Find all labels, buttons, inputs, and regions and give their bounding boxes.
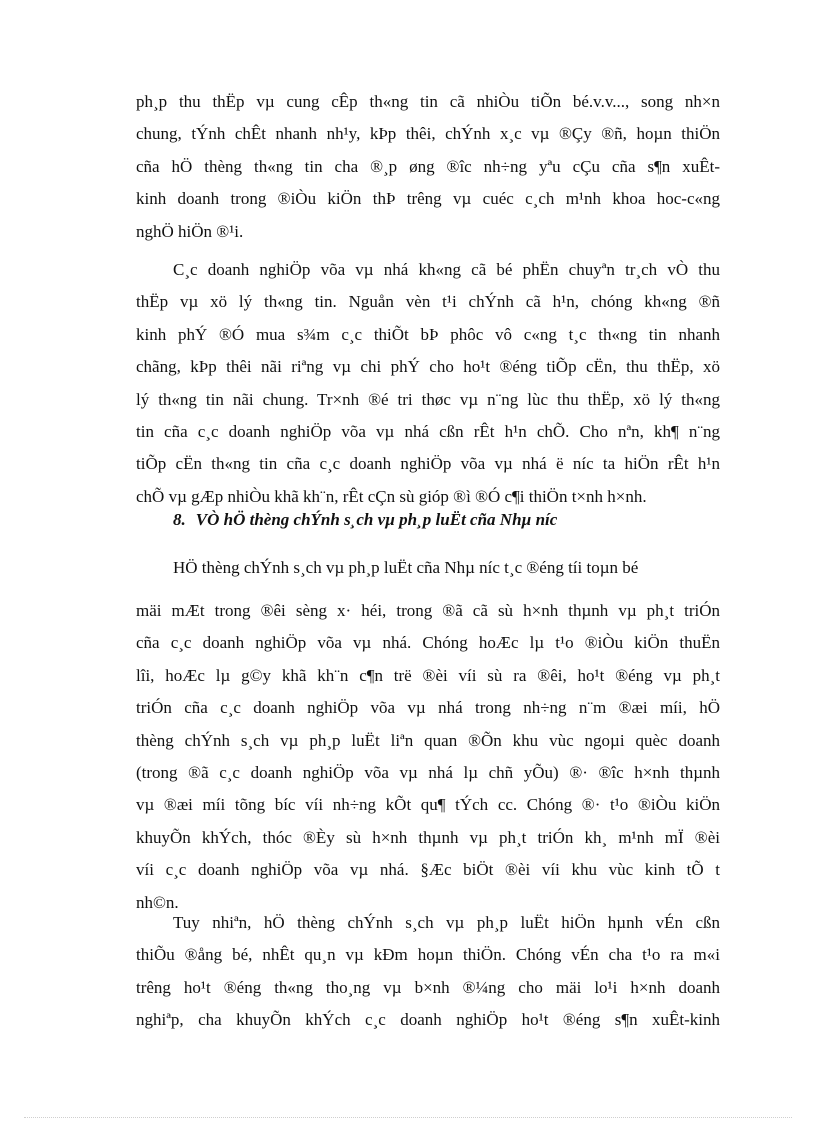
- paragraph-line: kinh phÝ ®Ó mua s¾m c¸c thiÕt bÞ phôc vô c«ng t¸c th«ng tin nhanh: [136, 324, 720, 344]
- paragraph-line: chung, tÝnh chÊt nhanh nh¹y, kÞp thêi, chÝnh x¸c vµ ®Çy ®ñ, hoµn thiÖn: [136, 124, 720, 144]
- paragraph-line: trêng ho¹t ®éng th«ng tho¸ng vµ b×nh ®¼ng cho mäi lo¹i h×nh doanh: [136, 977, 720, 997]
- paragraph-4: [136, 907, 720, 1037]
- paragraph-line: vµ ®æi míi tõng bíc víi nh÷ng kÕt qu¶ tÝch cc. Chóng ®· t¹o ®iÒu kiÖn: [136, 795, 720, 815]
- paragraph-line: thËp vµ xö lý th«ng tin. Nguån vèn t¹i chÝnh cã h¹n, chóng kh«ng ®ñ: [136, 292, 720, 312]
- paragraph-line: thiÕu ®ång bé, nhÊt qu¸n vµ kÐm hoµn thiÖn. Chóng vÉn cha t¹o ra m«i: [136, 945, 720, 965]
- paragraph-line: khuyÕn khÝch, thóc ®Èy sù h×nh thµnh vµ ph¸t triÓn kh¸ m¹nh mÏ ®èi: [136, 827, 720, 847]
- paragraph-line: thèng chÝnh s¸ch vµ ph¸p luËt liªn quan ®Õn khu vùc ngoµi quèc doanh: [136, 730, 720, 750]
- paragraph-line: lý th«ng tin nãi chung. Tr×nh ®é tri thøc vµ n¨ng lùc thu thËp, xö lý th«ng: [136, 389, 720, 409]
- paragraph-line: lîi, hoÆc lµ g©y khã kh¨n c¶n trë ®èi víi sù ra ®êi, ho¹t ®éng vµ ph¸t: [136, 665, 720, 685]
- paragraph-line: cña hÖ thèng th«ng tin cha ®¸p øng ®îc nh÷ng yªu cÇu cña s¶n xuÊt-: [136, 156, 720, 176]
- paragraph-line: chãng, kÞp thêi nãi riªng vµ chi phÝ cho ho¹t ®éng tiÕp cËn, thu thËp, xö: [136, 357, 720, 377]
- paragraph-line: nghiªp, cha khuyÕn khÝch c¸c doanh nghiÖp ho¹t ®éng s¶n xuÊt-kinh: [136, 1010, 720, 1030]
- paragraph-line: cña c¸c doanh nghiÖp võa vµ nhá. Chóng hoÆc lµ t¹o ®iÒu kiÖn thuËn: [136, 633, 720, 653]
- paragraph-line: chÕ vµ gÆp nhiÒu khã kh¨n, rÊt cÇn sù gióp ®ì ®Ó c¶i thiÖn t×nh h×nh.: [136, 486, 647, 506]
- paragraph-line: nh©n.: [136, 892, 179, 912]
- paragraph-line: Tuy nhiªn, hÖ thèng chÝnh s¸ch vµ ph¸p luËt hiÖn hµnh vÉn cßn: [173, 913, 720, 932]
- section-heading: [173, 510, 693, 530]
- page-bottom-divider: [24, 1117, 792, 1118]
- paragraph-line: tiÕp cËn th«ng tin cña c¸c doanh nghiÖp võa vµ nhá ë níc ta hiÖn rÊt h¹n: [136, 454, 720, 474]
- paragraph-3: [136, 595, 720, 919]
- paragraph-line: triÓn cña c¸c doanh nghiÖp võa vµ nhá trong nh÷ng n¨m ®æi míi, hÖ: [136, 698, 720, 718]
- paragraph-1: [136, 86, 720, 248]
- paragraph-3-intro: [136, 552, 720, 584]
- paragraph-line: tin cña c¸c doanh nghiÖp võa vµ nhá cßn rÊt h¹n chÕ. Cho nªn, kh¶ n¨ng: [136, 422, 720, 442]
- paragraph-line: (trong ®ã c¸c doanh nghiÖp võa vµ nhá lµ chñ yÕu) ®· ®îc h×nh thµnh: [136, 763, 720, 783]
- section-number: 8.: [173, 510, 186, 529]
- paragraph-line: ph¸p thu thËp vµ cung cÊp th«ng tin cã nhiÒu tiÕn bé.v.v..., song nh×n: [136, 92, 720, 111]
- paragraph-line: kinh doanh trong ®iÒu kiÖn thÞ trêng vµ cuéc c¸ch m¹nh khoa hoc-c«ng: [136, 189, 720, 209]
- paragraph-line: víi c¸c doanh nghiÖp võa vµ nhá. §Æc biÖt ®èi víi khu vùc kinh tÕ t: [136, 860, 720, 880]
- paragraph-line: C¸c doanh nghiÖp võa vµ nhá kh«ng cã bé phËn chuyªn tr¸ch vÒ thu: [173, 260, 720, 279]
- paragraph-line: HÖ thèng chÝnh s¸ch vµ ph¸p luËt cña Nhµ níc t¸c ®éng tíi toµn bé: [173, 558, 639, 577]
- paragraph-2: [136, 254, 720, 513]
- section-title: VÒ hÖ thèng chÝnh s¸ch vµ ph¸p luËt cña Nhµ níc: [195, 510, 558, 529]
- paragraph-line: nghÖ hiÖn ®¹i.: [136, 221, 244, 241]
- paragraph-line: mäi mÆt trong ®êi sèng x· héi, trong ®ã cã sù h×nh thµnh vµ ph¸t triÓn: [136, 601, 720, 620]
